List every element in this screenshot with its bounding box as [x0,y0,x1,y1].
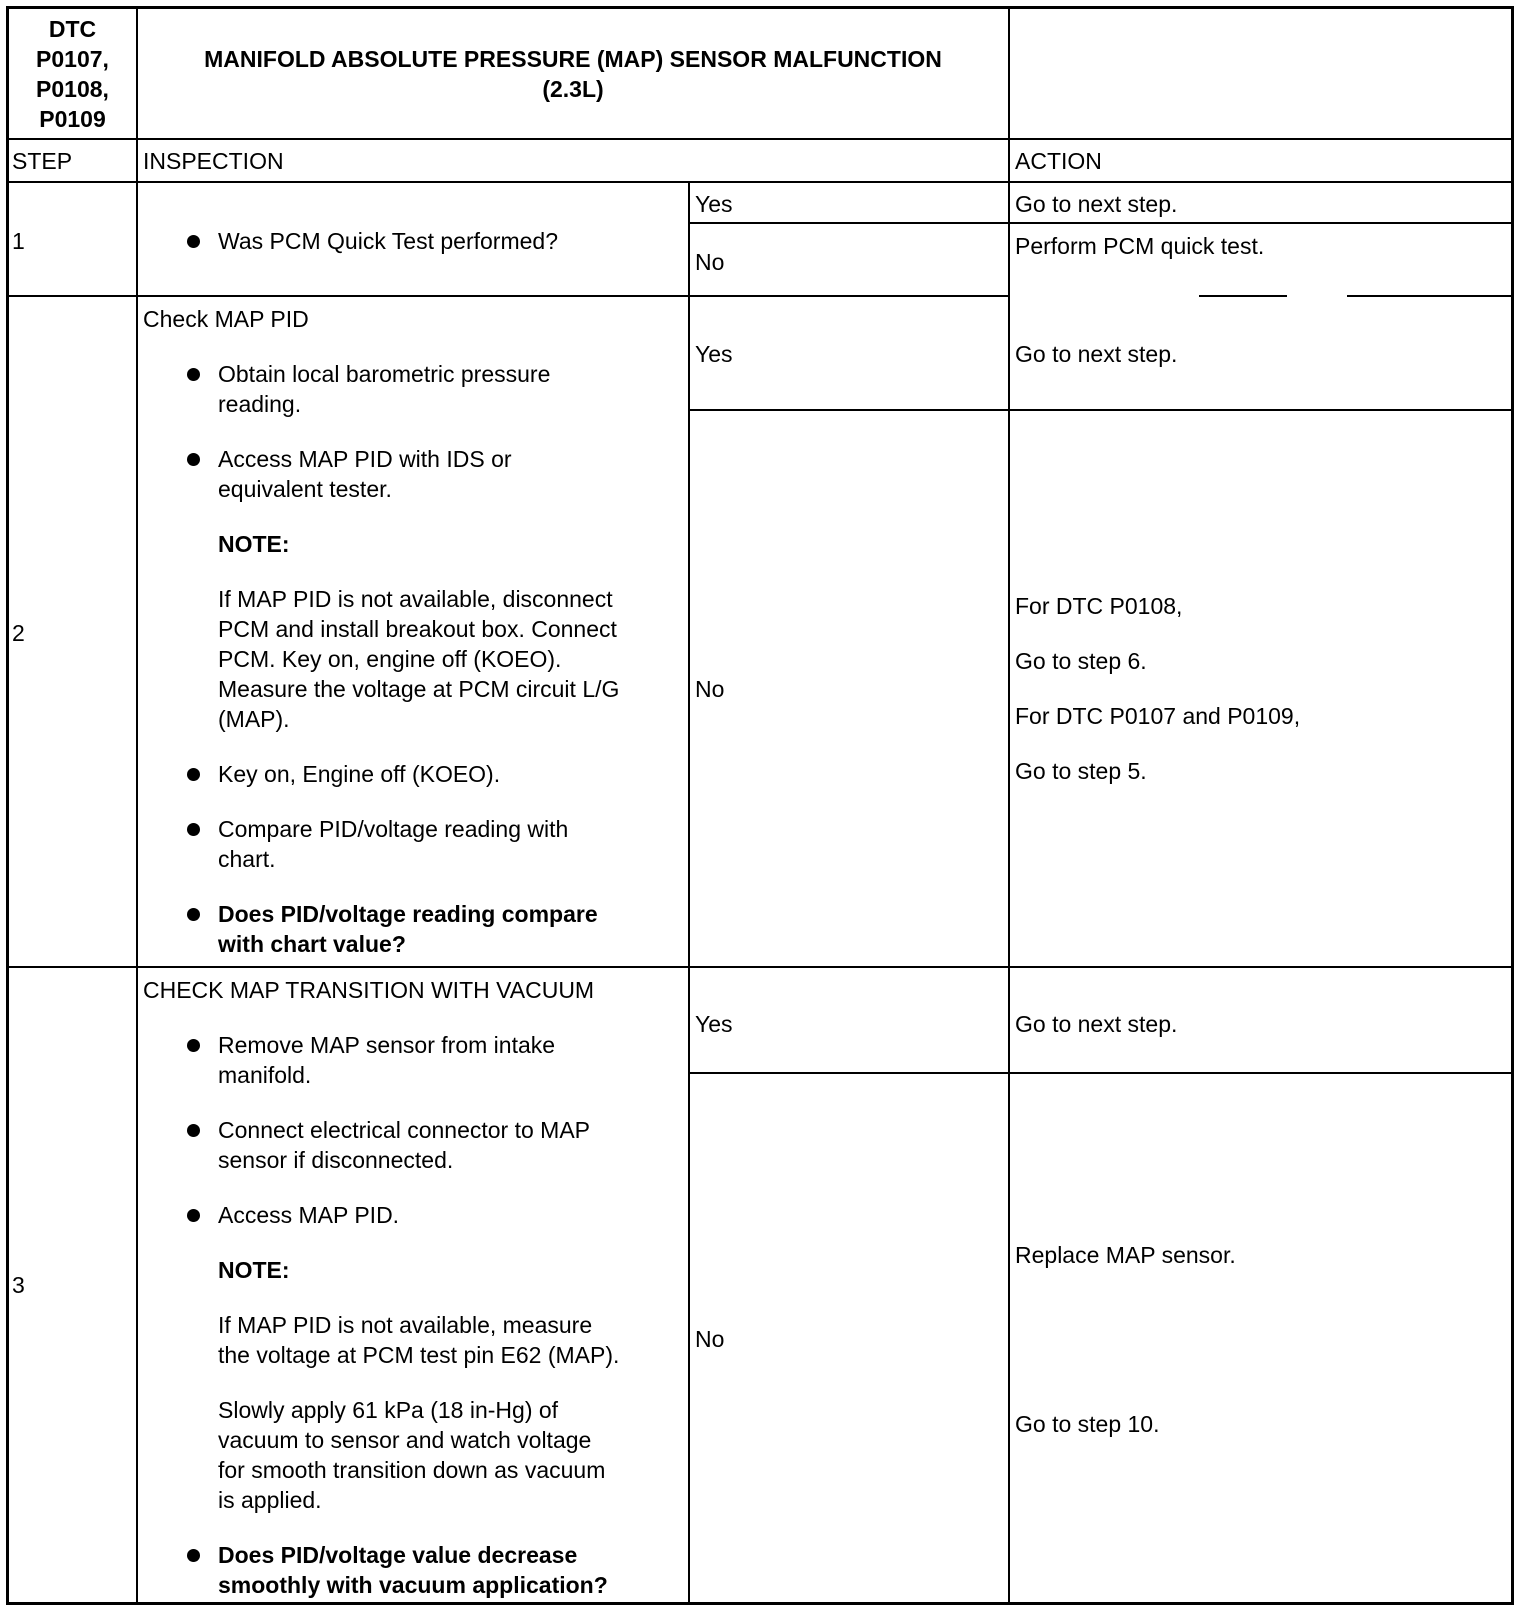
title-line-1: MANIFOLD ABSOLUTE PRESSURE (MAP) SENSOR MALFUNCTION [204,46,942,72]
note-label: NOTE: [218,1257,290,1283]
step-number: 3 [12,1272,25,1298]
column-header-inspection: INSPECTION [143,148,284,174]
yes-action: Go to next step. [1015,341,1178,367]
inspection-text: Access MAP PID. [218,1202,400,1228]
bullet-icon [187,823,200,836]
bullet-icon [187,1039,200,1052]
note-label: NOTE: [218,531,290,557]
note-text: If MAP PID is not available, measure [218,1312,593,1338]
inspection-text: Compare PID/voltage reading with [218,816,569,842]
rule-step2-yes [689,409,1514,411]
inspection-text: Access MAP PID with IDS or [218,446,512,472]
no-action: Go to step 10. [1015,1411,1160,1437]
dtc-block [9,14,136,134]
rule-right [1511,6,1514,1605]
rule-columns-bottom [6,181,1514,183]
yes-action: Go to next step. [1015,191,1178,217]
dtc-code: P0107, [36,46,109,72]
bullet-icon [187,1549,200,1562]
inspection-text: reading. [218,391,302,417]
page-title [138,44,1008,104]
inspection-text: chart. [218,846,276,872]
title-line-2: (2.3L) [542,76,604,102]
note-text: for smooth transition down as vacuum [218,1457,606,1483]
no-action: Go to step 6. [1015,648,1147,674]
note-text: Slowly apply 61 kPa (18 in-Hg) of [218,1397,559,1423]
note-text: (MAP). [218,706,290,732]
rule-left [6,6,9,1605]
rule-step-col [136,6,138,1605]
yes-label: Yes [695,191,733,217]
column-header-action: ACTION [1015,148,1102,174]
inspection-text: sensor if disconnected. [218,1147,454,1173]
bullet-icon [187,453,200,466]
bullet-icon [187,368,200,381]
rule-step3-yes [689,1072,1514,1074]
no-label: No [695,249,725,275]
step-number: 2 [12,620,25,646]
rule-header-bottom [6,138,1514,140]
inspection-text: Remove MAP sensor from intake [218,1032,556,1058]
no-action: For DTC P0108, [1015,593,1183,619]
rule-step1-bottom [6,295,1010,297]
no-label: No [695,1326,725,1352]
inspection-text: Connect electrical connector to MAP [218,1117,591,1143]
rule-action-col [1008,6,1010,1605]
rule-step1-action-b [1347,295,1514,297]
inspection-text: Obtain local barometric pressure [218,361,551,387]
inspection-question: smoothly with vacuum application? [218,1572,608,1598]
dtc-label: DTC [48,16,97,42]
no-action: Go to step 5. [1015,758,1147,784]
dtc-code: P0108, [36,76,109,102]
inspection-text: Was PCM Quick Test performed? [218,228,558,254]
rule-step2-bottom [6,966,1514,968]
inspection-heading: CHECK MAP TRANSITION WITH VACUUM [143,977,595,1003]
no-label: No [695,676,725,702]
bullet-icon [187,1124,200,1137]
yes-label: Yes [695,1011,733,1037]
inspection-question: Does PID/voltage value decrease [218,1542,578,1568]
note-text: PCM. Key on, engine off (KOEO). [218,646,562,672]
inspection-text: manifold. [218,1062,312,1088]
no-action: For DTC P0107 and P0109, [1015,703,1301,729]
inspection-text: Key on, Engine off (KOEO). [218,761,501,787]
bullet-icon [187,768,200,781]
no-action: Replace MAP sensor. [1015,1242,1236,1268]
rule-bottom [6,1602,1514,1605]
note-text: is applied. [218,1487,322,1513]
note-text: vacuum to sensor and watch voltage [218,1427,592,1453]
yes-action: Go to next step. [1015,1011,1178,1037]
bullet-icon [187,235,200,248]
bullet-icon [187,908,200,921]
yes-label: Yes [695,341,733,367]
rule-top [6,6,1514,9]
note-text: Measure the voltage at PCM circuit L/G [218,676,620,702]
column-header-step: STEP [12,148,73,174]
note-text: the voltage at PCM test pin E62 (MAP). [218,1342,620,1368]
dtc-code: P0109 [39,106,106,132]
rule-answer-col [688,181,690,1605]
inspection-question: with chart value? [218,931,406,957]
step-number: 1 [12,228,25,254]
rule-step1-action-a [1199,295,1287,297]
inspection-text: equivalent tester. [218,476,392,502]
note-text: PCM and install breakout box. Connect [218,616,617,642]
note-text: If MAP PID is not available, disconnect [218,586,613,612]
inspection-heading: Check MAP PID [143,306,309,332]
no-action: Perform PCM quick test. [1015,233,1265,259]
inspection-question: Does PID/voltage reading compare [218,901,598,927]
bullet-icon [187,1209,200,1222]
rule-step1-yes [689,222,1514,224]
